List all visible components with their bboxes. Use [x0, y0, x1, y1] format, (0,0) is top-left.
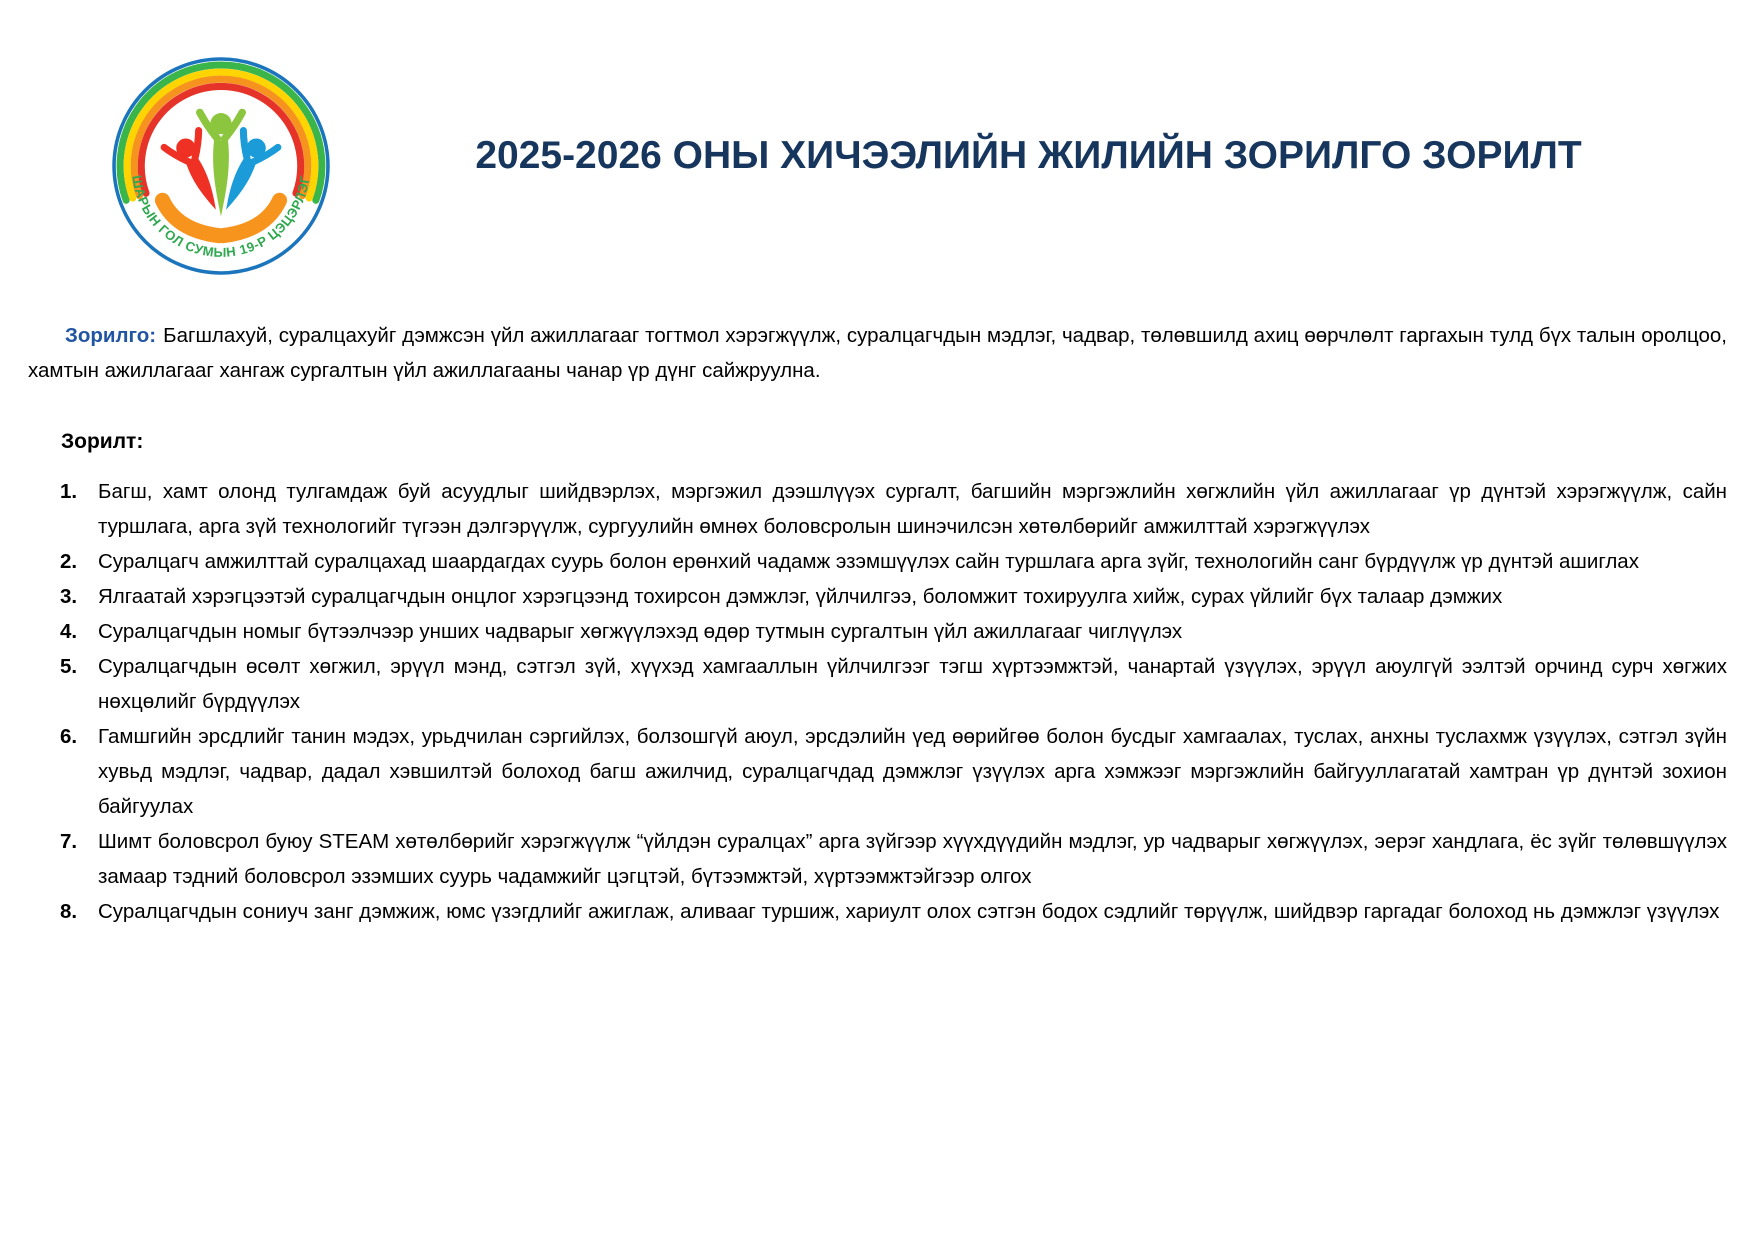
objective-item [60, 579, 1727, 614]
objective-item [60, 474, 1727, 544]
goal-paragraph [28, 318, 1727, 388]
objective-item [60, 719, 1727, 824]
logo-arc-text: ШАРЫН ГОЛ СУМЫН 19-Р ЦЭЦЭРЛЭГ [129, 174, 313, 260]
objective-item [60, 894, 1727, 929]
objective-item [60, 614, 1727, 649]
objective-item [60, 824, 1727, 894]
objective-item [60, 649, 1727, 719]
objective-number: 5. [60, 655, 78, 678]
objective-number: 7. [60, 830, 78, 853]
objective-text: Суралцагчдын сониуч занг дэмжиж, юмс үзэгдлийг ажиглаж, аливааг туршиж, хариулт олох сэтгэн бодох сэдлийг төрүүлж, шийдвэр гаргадаг болоход нь дэмжлэг үзүүлэх [98, 900, 1720, 923]
objective-text: Ялгаатай хэрэгцээтэй суралцагчдын онцлог хэрэгцээнд тохирсон дэмжлэг, үйлчилгээ, боломжит тохируулга хийж, сурах үйлийг бүх талаар дэмжих [98, 585, 1503, 608]
page-title: 2025-2026 ОНЫ ХИЧЭЭЛИЙН ЖИЛИЙН ЗОРИЛГО ЗОРИЛТ [475, 133, 1582, 177]
objective-text: Суралцагчдын өсөлт хөгжил, эрүүл мэнд, сэтгэл зүй, хүүхэд хамгааллын үйлчилгээг тэгш хүртээмжтэй, чанартай үзүүлэх, эрүүл аюулгүй ээлтэй орчинд сурч хөгжих нөхцөлийг бүрдүүлэх [98, 655, 1727, 713]
objective-number: 8. [60, 900, 78, 923]
objective-number: 2. [60, 550, 78, 573]
document-body [0, 280, 1755, 929]
objective-text: Суралцагч амжилттай суралцахад шаардагдах суурь болон ерөнхий чадамж эзэмшүүлэх сайн туршлага арга зүйг, технологийн санг бүрдүүлж үр дүнтэй ашиглах [98, 550, 1639, 573]
objectives-heading: Зорилт: [61, 430, 144, 453]
kindergarten-logo [110, 55, 332, 277]
objective-number: 4. [60, 620, 78, 643]
goal-label: Зорилго: [65, 324, 157, 347]
kindergarten-logo-icon [110, 55, 332, 277]
objective-text: Шимт боловсрол буюу STEAM хөтөлбөрийг хэрэгжүүлж “үйлдэн суралцах” арга зүйгээр хүүхдүүдийн мэдлэг, ур чадварыг хөгжүүлэх, эерэг хандлага, ёс зүйг төлөвшүүлэх замаар тэдний боловсрол эзэмших суурь чадамжийг цэгцтэй, бүтээмжтэй, хүртээмжтэйгээр олгох [98, 830, 1727, 888]
header [0, 0, 1755, 280]
objective-number: 3. [60, 585, 78, 608]
objective-item [60, 544, 1727, 579]
objective-text: Суралцагчдын номыг бүтээлчээр унших чадварыг хөгжүүлэхэд өдөр тутмын сургалтын үйл ажиллагааг чиглүүлэх [98, 620, 1183, 643]
objective-text: Багш, хамт олонд тулгамдаж буй асуудлыг шийдвэрлэх, мэргэжил дээшлүүэх сургалт, багшийн мэргэжлийн хөгжлийн үйл ажиллагааг үр дүнтэй хэрэгжүүлж, сайн туршлага, арга зүй технологийг түгээн дэлгэрүүлж, сургуулийн өмнөх боловсролын шинэчилсэн хөтөлбөрийг амжилттай хэрэгжүүлэх [98, 480, 1727, 538]
objective-number: 6. [60, 725, 78, 748]
goal-text: Багшлахуй, суралцахуйг дэмжсэн үйл ажиллагааг тогтмол хэрэгжүүлж, суралцагчдын мэдлэг, чадвар, төлөвшилд ахиц өөрчлөлт гаргахын тулд бүх талын оролцоо, хамтын ажиллагааг хангаж сургалтын үйл ажиллагааны чанар үр дүнг сайжруулна. [28, 324, 1727, 382]
objective-text: Гамшгийн эрсдлийг танин мэдэх, урьдчилан сэргийлэх, болзошгүй аюул, эрсдэлийн үед өөрийгөө болон бусдыг хамгаалах, туслах, анхны туслахмж үзүүлэх, сэтгэл зүйн хувьд мэдлэг, чадвар, дадал хэвшилтэй болоход багш ажилчид, суралцагчдад дэмжлэг үзүүлэх арга хэмжээг мэргэжлийн байгууллагатай хамтран үр дүнтэй зохион байгуулах [98, 725, 1727, 818]
objective-number: 1. [60, 480, 78, 503]
objectives-list [28, 474, 1727, 929]
